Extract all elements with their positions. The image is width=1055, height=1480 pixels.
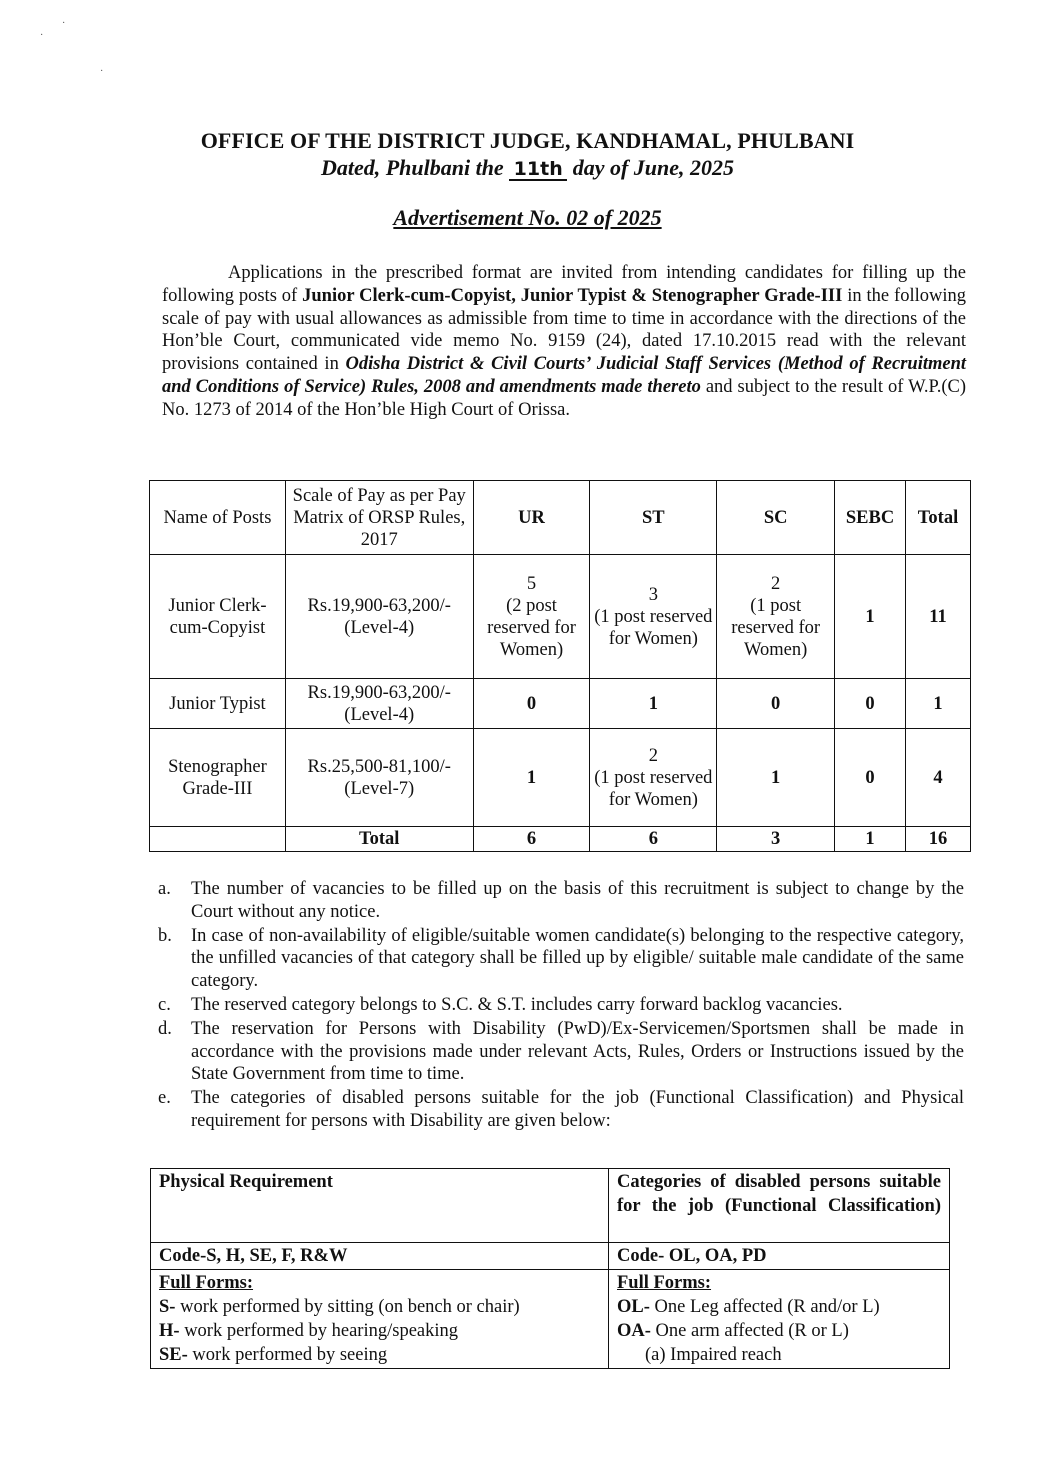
total-ur: 6 [473,827,590,852]
code-text: work performed by seeing [187,1345,388,1365]
list-item [617,1295,941,1319]
code-label: OA- [617,1321,651,1341]
header-name-of-posts: Name of Posts [150,481,286,555]
list-item [617,1319,941,1343]
sebc-count: 1 [835,555,906,679]
vacancy-header-row [150,481,971,555]
header-sc: SC [717,481,835,555]
pwd-code-physical: Code-S, H, SE, F, R&W [151,1243,609,1270]
post-name: Junior Clerk-cum-Copyist [150,555,286,679]
ur-note: (2 post reserved for Women) [487,595,576,660]
note-text: The reservation for Persons with Disability (PwD)/Ex-Servicemen/Sportsmen shall be made in accordance with the provisions made under relevant Acts, Rules, Orders or Instructions issued by the State Government from time to time. [191,1018,964,1085]
full-forms-heading: Full Forms: [159,1273,254,1293]
total-row [150,827,971,852]
ur-count: 1 [473,729,590,827]
office-title: OFFICE OF THE DISTRICT JUDGE, KANDHAMAL, PHULBANI [200,128,855,153]
code-label: SE- [159,1345,188,1365]
list-item [159,1295,600,1319]
note-marker: a. [158,879,171,899]
dated-day: 11th [509,159,567,181]
pay-scale: Rs.19,900-63,200/- (Level-4) [285,679,473,729]
pwd-full-forms-left [151,1270,609,1369]
list-item [158,1087,964,1133]
ur-count: 0 [473,679,590,729]
list-item [158,994,964,1017]
pwd-header-categories: Categories of disabled persons suitable for the job (Functional Classification) [609,1169,950,1243]
list-item [158,1018,964,1086]
total-total: 16 [906,827,971,852]
sebc-count: 0 [835,729,906,827]
pay-scale: Rs.25,500-81,100/- (Level-7) [285,729,473,827]
note-text: The reserved category belongs to S.C. & S.T. includes carry forward backlog vacancies. [191,994,843,1015]
note-marker: c. [158,994,171,1015]
list-item [159,1319,600,1343]
intro-rules: Odisha District & Civil Courts’ Judicial Staff Services (Method of Recruitment and Conditions of Service) Rules, 2008 and amendments made thereto [162,354,966,397]
total-count: 1 [906,679,971,729]
dated-suffix: day of June, 2025 [572,155,735,180]
table-row [150,679,971,729]
total-row-empty [150,827,286,852]
intro-paragraph [162,262,966,422]
sc-cell [717,555,835,679]
note-text: In case of non-availability of eligible/suitable women candidate(s) belonging to the respective category, the unfilled vacancies of that category shall be filled up by eligible/ suitable male candidate of the same category. [191,925,964,992]
pwd-full-forms-right [609,1270,950,1369]
scan-speck: · [40,30,44,41]
intro-text-3: and subject to the result of W.P.(C) No. 1273 of 2014 of the Hon’ble High Court of Orissa. [162,376,967,420]
intro-text-1: Applications in the prescribed format are invited from intending candidates for filling up the following posts of [162,263,966,306]
intro-posts: Junior Clerk-cum-Copyist, Junior Typist & Stenographer Grade-III [302,285,843,306]
note-marker: d. [158,1018,172,1039]
intro-text-2: in the following scale of pay with usual allowances as admissible from time to time in accordance with the directions of the Hon’ble Court, communicated vide memo No. 9159 (24), dated 17.10.2015 read with the relevant provisions contained in [162,285,966,375]
sc-count: 1 [717,729,835,827]
sc-count: 2 [771,573,781,594]
pay-scale: Rs.19,900-63,200/- (Level-4) [285,555,473,679]
note-text: The number of vacancies to be filled up on the basis of this recruitment is subject to change by the Court without any notice. [191,879,964,922]
code-text: One Leg affected (R and/or L) [649,1297,880,1317]
header-scale-of-pay: Scale of Pay as per Pay Matrix of ORSP Rules, 2017 [285,481,473,555]
total-label: Total [285,827,473,852]
st-note: (1 post reserved for Women) [594,606,713,649]
header-ur: UR [473,481,590,555]
header-st: ST [590,481,717,555]
sc-count: 0 [717,679,835,729]
note-marker: e. [158,1088,171,1109]
full-forms-heading: Full Forms: [617,1273,712,1293]
total-sc: 3 [717,827,835,852]
ur-count: 5 [526,573,537,594]
table-row [150,555,971,679]
total-sebc: 1 [835,827,906,852]
sebc-count: 0 [835,679,906,729]
code-label: H- [159,1321,180,1341]
total-st: 6 [590,827,717,852]
pwd-full-forms-row [151,1270,950,1369]
note-text: The categories of disabled persons suitable for the job (Functional Classification) and Physical requirement for persons with Disability are given below: [191,1088,964,1131]
post-name: Junior Typist [150,679,286,729]
st-cell [590,729,717,827]
header-sebc: SEBC [835,481,906,555]
code-text: work performed by sitting (on bench or chair) [175,1297,520,1317]
list-item: (a) Impaired reach [645,1345,782,1365]
notes-list [158,878,964,1134]
st-note: (1 post reserved for Women) [594,767,713,810]
advertisement-number: Advertisement No. 02 of 2025 [393,205,662,230]
scan-speck: · [62,18,66,29]
total-count: 11 [906,555,971,679]
list-item [159,1343,600,1367]
st-count: 1 [590,679,717,729]
dated-line [0,155,1055,181]
ur-cell [473,555,590,679]
scan-speck: · [100,66,104,77]
pwd-header-physical: Physical Requirement [151,1169,609,1243]
list-item [158,925,964,993]
pwd-code-categories: Code- OL, OA, PD [609,1243,950,1270]
st-count: 2 [648,745,658,766]
pwd-header-row [151,1169,950,1243]
table-row [150,729,971,827]
post-name: Stenographer Grade-III [150,729,286,827]
pwd-table [150,1168,950,1369]
note-marker: b. [158,925,172,946]
header-total: Total [906,481,971,555]
total-count: 4 [906,729,971,827]
sc-note: (1 post reserved for Women) [731,595,821,660]
code-label: S- [159,1297,176,1317]
st-count: 3 [648,584,658,605]
code-text: One arm affected (R or L) [650,1321,849,1341]
dated-prefix: Dated, Phulbani the [320,155,504,180]
st-cell [590,555,717,679]
list-item [158,878,964,924]
code-label: OL- [617,1297,650,1317]
vacancy-table [149,480,971,852]
pwd-code-row [151,1243,950,1270]
code-text: work performed by hearing/speaking [179,1321,459,1341]
